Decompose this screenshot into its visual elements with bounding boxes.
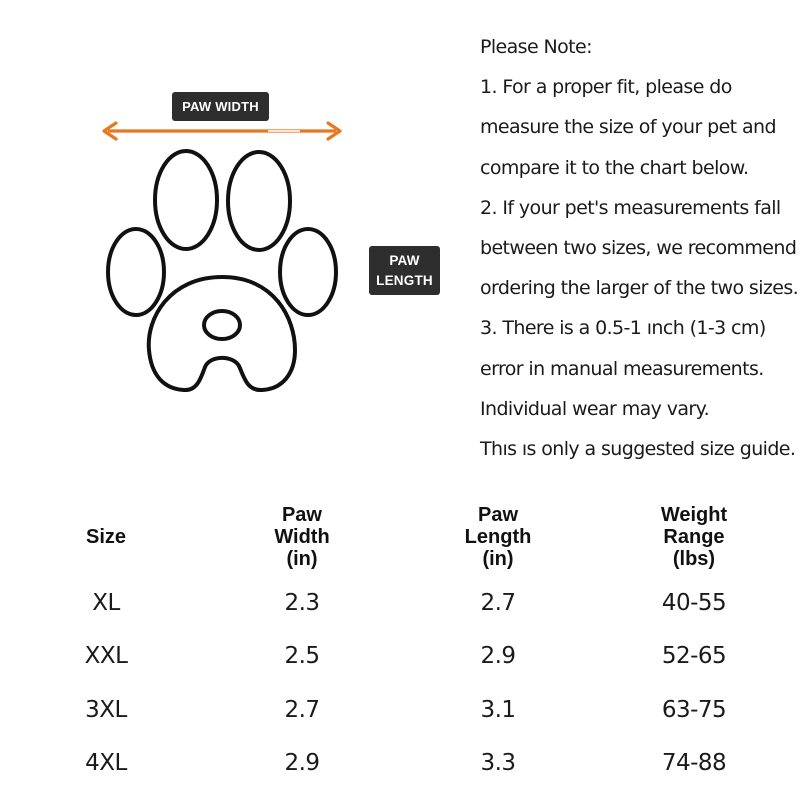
note-line: between two sizes, we recommend	[480, 236, 797, 259]
cell-paw-width: 2.7	[284, 696, 320, 723]
cell-weight-range: 74-88	[661, 749, 727, 776]
size-chart-table	[0, 497, 800, 790]
toe-pad-inner-right	[228, 152, 290, 250]
sizing-notes	[480, 27, 800, 469]
paw-width-arrow	[104, 123, 340, 139]
cell-paw-width: 2.3	[284, 590, 320, 616]
header-size-line: Size	[85, 526, 127, 548]
cell-size: 3XL	[85, 696, 127, 723]
toe-pad-left	[108, 229, 164, 315]
header-paw-length	[438, 497, 558, 577]
main-pad	[149, 277, 295, 390]
header-weight-range-line: Range	[663, 526, 725, 548]
header-weight-range-line: (lbs)	[672, 548, 716, 570]
note-line: 1. For a proper fit, please do	[480, 76, 732, 99]
note-line: 3. There is a 0.5-1 ınch (1-3 cm)	[480, 317, 766, 340]
main-pad-hole	[204, 311, 240, 339]
cell-paw-length: 2.9	[480, 643, 516, 670]
cell-size: XL	[92, 590, 120, 616]
cell-paw-width: 2.9	[284, 749, 320, 776]
cell-paw-width: 2.5	[284, 643, 320, 670]
header-paw-width-line: Paw	[281, 504, 322, 526]
paw-width-label: PAW WIDTH	[172, 92, 269, 121]
header-size	[46, 497, 166, 577]
notes-heading: Please Note:	[480, 36, 592, 58]
note-line: Thıs ıs only a suggested size guide.	[480, 437, 796, 460]
cell-weight-range: 63-75	[661, 696, 727, 723]
cell-size: XXL	[84, 643, 128, 670]
paw-length-label-line1: PAW	[389, 252, 420, 268]
cell-weight-range: 40-55	[661, 590, 727, 616]
table-row	[0, 577, 800, 630]
header-paw-width	[242, 497, 362, 577]
header-paw-length-line: Paw	[477, 504, 519, 526]
note-line: measure the size of your pet and	[480, 116, 776, 139]
header-paw-length-line: Length	[464, 526, 532, 548]
cell-weight-range: 52-65	[661, 643, 727, 670]
paw-print-icon	[108, 151, 336, 390]
table-row	[0, 630, 800, 683]
cell-paw-length: 3.3	[480, 749, 516, 776]
paw-length-label-line2: LENGTH	[376, 272, 433, 288]
table-row	[0, 684, 800, 737]
cell-paw-length: 3.1	[480, 696, 516, 723]
note-line: ordering the larger of the two sizes.	[480, 277, 799, 300]
note-line: Individual wear may vary.	[480, 397, 710, 420]
header-weight-range	[634, 497, 754, 577]
header-paw-length-line: (in)	[482, 548, 514, 570]
cell-size: 4XL	[85, 749, 127, 776]
header-paw-width-line: Width	[274, 526, 330, 548]
toe-pad-inner-left	[155, 151, 217, 249]
cell-paw-length: 2.7	[480, 590, 516, 616]
paw-measurement-diagram	[0, 0, 460, 470]
header-paw-width-line: (in)	[286, 548, 318, 570]
paw-length-label	[369, 246, 440, 295]
table-row	[0, 737, 800, 790]
toe-pad-right	[280, 229, 336, 315]
paw-diagram-graphic	[0, 0, 460, 470]
table-header-row	[0, 497, 800, 577]
header-weight-range-line: Weight	[660, 504, 728, 526]
note-line: 2. If your pet's measurements fall	[480, 196, 781, 219]
note-line: compare it to the chart below.	[480, 156, 749, 179]
note-line: error in manual measurements.	[480, 357, 764, 380]
